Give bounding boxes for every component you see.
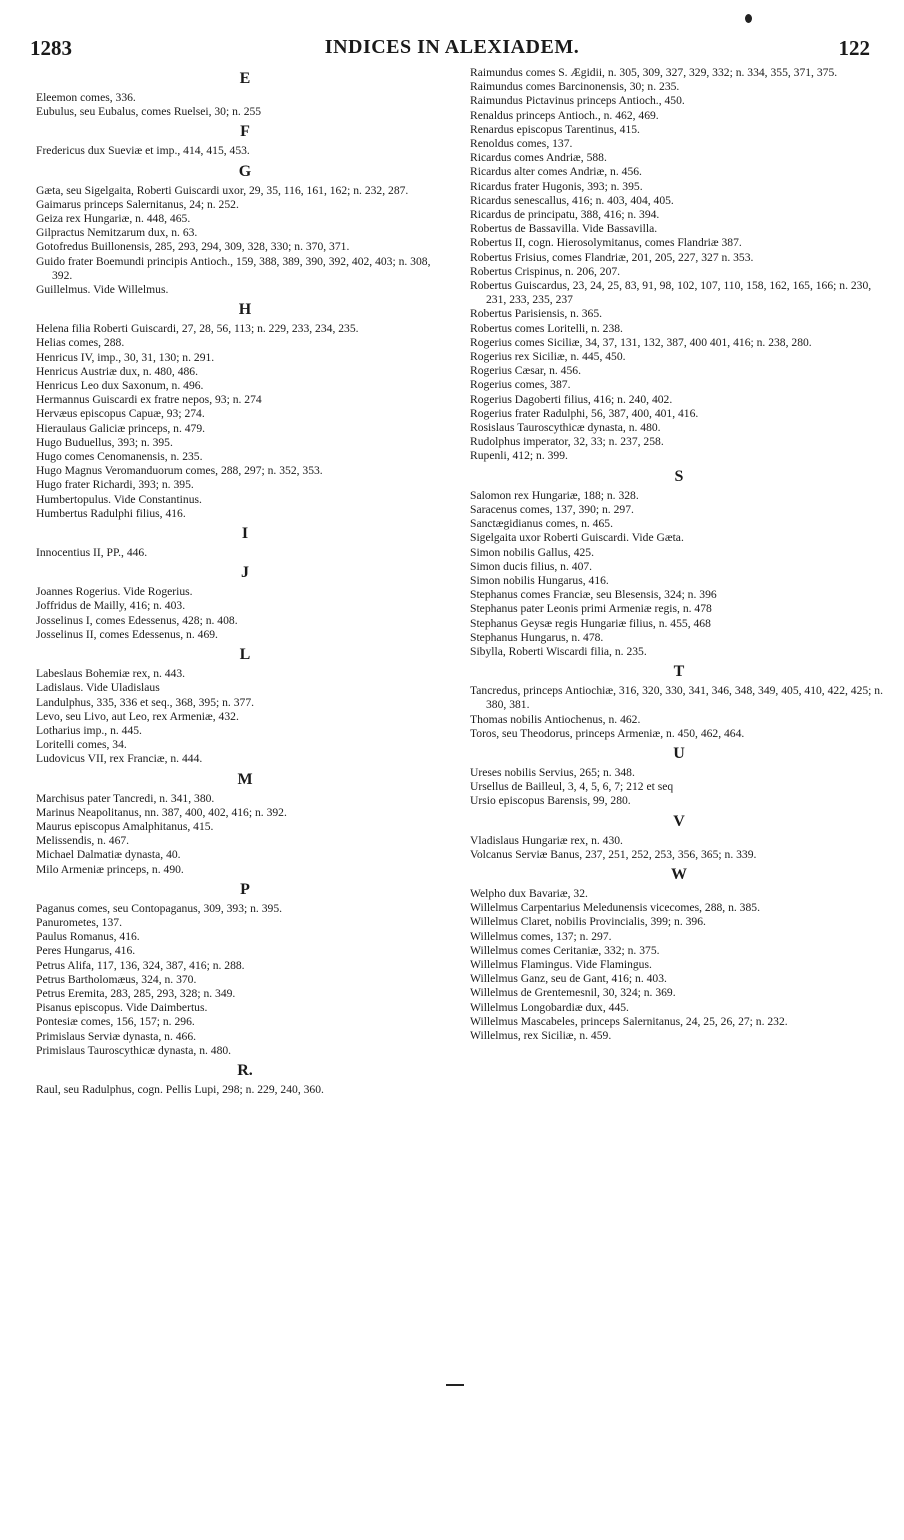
- index-entry: Robertus Crispinus, n. 206, 207.: [470, 264, 621, 278]
- index-entry: Robertus Parisiensis, n. 365.: [470, 307, 603, 321]
- index-entry: Ursellus de Bailleul, 3, 4, 5, 6, 7; 212 et seq: [470, 780, 674, 794]
- section-letter: U: [673, 744, 685, 762]
- index-entry: Willelmus Ganz, seu de Gant, 416; n. 403.: [470, 972, 667, 986]
- section-letter: I: [241, 525, 249, 543]
- index-entry: Rudolphus imperator, 32, 33; n. 237, 258.: [470, 435, 664, 449]
- index-entry: Willelmus Longobardiæ dux, 445.: [470, 1000, 629, 1014]
- index-entry: Raimundus comes S. Ægidii, n. 305, 309, 327, 329, 332; n. 334, 355, 371, 375.: [470, 66, 838, 79]
- index-entry: Melissendis, n. 467.: [36, 834, 130, 848]
- index-entry: Stephanus Geysæ regis Hungariæ filius, n. 455, 468: [470, 616, 711, 630]
- index-entry: Willelmus Claret, nobilis Provincialis, 399; n. 396.: [470, 915, 706, 929]
- index-entry: Willelmus Mascabeles, princeps Salernitanus, 24, 25, 26, 27; n. 232.: [470, 1014, 788, 1028]
- index-entry: Raimundus Pictavinus princeps Antioch., 450.: [470, 94, 685, 108]
- index-entry: Milo Armeniæ princeps, n. 490.: [36, 862, 184, 876]
- index-entry: Levo, seu Livo, aut Leo, rex Armeniæ, 432.: [36, 709, 239, 723]
- index-entry: Humbertopulus. Vide Constantinus.: [36, 492, 202, 506]
- index-entry: Stephanus comes Franciæ, seu Blesensis, 324; n. 396: [470, 588, 717, 602]
- index-entry: Ricardus frater Hugonis, 393; n. 395.: [470, 179, 643, 193]
- index-entry: Volcanus Serviæ Banus, 237, 251, 252, 253, 356, 365; n. 339.: [470, 847, 757, 861]
- index-entry: Helias comes, 288.: [36, 336, 125, 350]
- running-title: INDICES IN ALEXIADEM.: [324, 36, 580, 58]
- section-letter: W: [671, 865, 687, 883]
- section-letter: M: [237, 770, 253, 788]
- section-letter: H: [238, 301, 252, 319]
- section-letter: S: [674, 467, 684, 485]
- index-column-left: [36, 66, 454, 1097]
- page-header: [0, 36, 904, 64]
- index-entry: Hugo Magnus Veromanduorum comes, 288, 297; n. 352, 353.: [36, 464, 323, 478]
- index-entry: Gotofredus Buillonensis, 285, 293, 294, 309, 328, 330; n. 370, 371.: [36, 240, 350, 254]
- section-letter: R.: [237, 1061, 253, 1079]
- index-entry: Primislaus Serviæ dynasta, n. 466.: [36, 1029, 197, 1043]
- index-entry: Raul, seu Radulphus, cogn. Pellis Lupi, 298; n. 229, 240, 360.: [36, 1082, 324, 1096]
- index-entry: Sanctægidianus comes, n. 465.: [470, 517, 613, 531]
- index-entry: Henricus Leo dux Saxonum, n. 496.: [36, 379, 204, 393]
- index-entry: Ricardus de principatu, 388, 416; n. 394.: [470, 208, 660, 222]
- index-entry: Loritelli comes, 34.: [36, 738, 127, 752]
- index-entry: Fredericus dux Sueviæ et imp., 414, 415, 453.: [36, 144, 250, 158]
- index-entry: Gilpractus Nemitzarum dux, n. 63.: [36, 226, 198, 240]
- section-letter: P: [240, 880, 250, 898]
- index-entry: Ricardus senescallus, 416; n. 403, 404, 405.: [470, 193, 674, 207]
- index-entry: Simon ducis filius, n. 407.: [470, 559, 593, 573]
- index-entry: Guillelmus. Vide Willelmus.: [36, 283, 169, 297]
- index-entry: Paulus Romanus, 416.: [36, 930, 140, 944]
- index-entry: Petrus Bartholomæus, 324, n. 370.: [36, 972, 197, 986]
- index-entry: Joannes Rogerius. Vide Rogerius.: [36, 585, 193, 599]
- index-entry: Lotharius imp., n. 445.: [36, 723, 142, 737]
- page-number-right: 122: [838, 36, 870, 60]
- index-entry: Rogerius comes Siciliæ, 34, 37, 131, 132, 387, 400 401, 416; n. 238, 280.: [470, 335, 812, 349]
- index-entry: Saracenus comes, 137, 390; n. 297.: [470, 502, 634, 516]
- index-entry: Renaldus princeps Antioch., n. 462, 469.: [470, 108, 659, 122]
- index-entry: Guido frater Boemundi principis Antioch., 159, 388, 389, 390, 392, 402, 403; n. 308, 392.: [36, 254, 431, 282]
- index-entry: Henricus Austriæ dux, n. 480, 486.: [36, 364, 198, 378]
- index-entry: Salomon rex Hungariæ, 188; n. 328.: [470, 488, 639, 502]
- index-entry: Stephanus Hungarus, n. 478.: [470, 630, 604, 644]
- index-entry: Simon nobilis Gallus, 425.: [470, 545, 594, 559]
- end-rule: [446, 1384, 464, 1386]
- index-entry: Eleemon comes, 336.: [36, 91, 136, 104]
- index-entry: Rosislaus Tauroscythicæ dynasta, n. 480.: [470, 421, 661, 435]
- index-entry: Hugo Buduellus, 393; n. 395.: [36, 435, 173, 449]
- index-entry: Ricardus alter comes Andriæ, n. 456.: [470, 165, 642, 179]
- index-entry: Hervæus episcopus Capuæ, 93; 274.: [36, 407, 205, 421]
- index-entry: Hugo comes Cenomanensis, n. 235.: [36, 450, 203, 464]
- section-letter: G: [238, 162, 252, 180]
- index-entry: Sibylla, Roberti Wiscardi filia, n. 235.: [470, 644, 647, 658]
- index-entry: Welpho dux Bavariæ, 32.: [470, 886, 588, 900]
- index-entry: Landulphus, 335, 336 et seq., 368, 395; n. 377.: [36, 695, 255, 709]
- index-entry: Rogerius Dagoberti filius, 416; n. 240, 402.: [470, 392, 673, 406]
- index-entry: Helena filia Roberti Guiscardi, 27, 28, 56, 113; n. 229, 233, 234, 235.: [36, 322, 359, 336]
- index-column-right: [470, 66, 888, 1043]
- index-entry: Petrus Alifa, 117, 136, 324, 387, 416; n. 288.: [36, 958, 245, 972]
- index-entry: Stephanus pater Leonis primi Armeniæ regis, n. 478: [470, 602, 712, 616]
- index-entry: Thomas nobilis Antiochenus, n. 462.: [470, 712, 641, 726]
- index-entry: Eubulus, seu Eubalus, comes Ruelsei, 30; n. 255: [36, 105, 262, 119]
- index-entry: Renoldus comes, 137.: [470, 137, 573, 151]
- index-entry: Geiza rex Hungariæ, n. 448, 465.: [36, 212, 191, 226]
- index-entry: Hieraulaus Galiciæ princeps, n. 479.: [36, 421, 206, 435]
- index-entry: Petrus Eremita, 283, 285, 293, 328; n. 349.: [36, 986, 236, 1000]
- index-entry: Ricardus comes Andriæ, 588.: [470, 151, 607, 165]
- section-letter: T: [673, 663, 685, 681]
- index-entry: Innocentius II, PP., 446.: [36, 546, 148, 560]
- index-entry: Gaimarus princeps Salernitanus, 24; n. 252.: [36, 197, 239, 211]
- section-letter: V: [673, 812, 685, 830]
- index-entry: Hugo frater Richardi, 393; n. 395.: [36, 478, 194, 492]
- index-entry: Sigelgaita uxor Roberti Guiscardi. Vide Gæta.: [470, 531, 684, 545]
- section-letter: J: [241, 564, 249, 582]
- index-entry: Robertus Frisius, comes Flandriæ, 201, 205, 227, 327 n. 353.: [470, 250, 754, 264]
- ink-spot: [745, 14, 752, 23]
- section-letter: F: [240, 123, 250, 141]
- index-entry: Gæta, seu Sigelgaita, Roberti Guiscardi uxor, 29, 35, 116, 161, 162; n. 232, 287.: [36, 183, 409, 197]
- index-entry: Ludovicus VII, rex Franciæ, n. 444.: [36, 752, 203, 766]
- index-entry: Marinus Neapolitanus, nn. 387, 400, 402, 416; n. 392.: [36, 805, 287, 819]
- index-entry: Rogerius rex Siciliæ, n. 445, 450.: [470, 350, 626, 364]
- index-entry: Labeslaus Bohemiæ rex, n. 443.: [36, 667, 186, 681]
- index-entry: Ladislaus. Vide Uladislaus: [36, 681, 160, 695]
- index-entry: Rogerius frater Radulphi, 56, 387, 400, 401, 416.: [470, 406, 699, 420]
- index-entry: Rogerius comes, 387.: [470, 378, 571, 392]
- index-entry: Toros, seu Theodorus, princeps Armeniæ, n. 450, 462, 464.: [470, 726, 745, 740]
- index-entry: Maurus episcopus Amalphitanus, 415.: [36, 819, 214, 833]
- index-entry: Robertus comes Loritelli, n. 238.: [470, 321, 623, 335]
- index-entry: Humbertus Radulphi filius, 416.: [36, 506, 186, 520]
- section-letter: E: [239, 70, 251, 87]
- index-entry: Henricus IV, imp., 30, 31, 130; n. 291.: [36, 350, 215, 364]
- index-entry: Renardus episcopus Tarentinus, 415.: [470, 122, 640, 136]
- index-entry: Ureses nobilis Servius, 265; n. 348.: [470, 765, 635, 779]
- index-entry: Hermannus Guiscardi ex fratre nepos, 93; n. 274: [36, 393, 262, 407]
- index-entry: Willelmus de Grentemesnil, 30, 324; n. 369.: [470, 986, 676, 1000]
- index-entry: Vladislaus Hungariæ rex, n. 430.: [470, 833, 623, 847]
- index-entry: Tancredus, princeps Antiochiæ, 316, 320, 330, 341, 346, 348, 349, 405, 410, 422, 425; n. 380, 381.: [470, 684, 883, 712]
- index-entry: Michael Dalmatiæ dynasta, 40.: [36, 848, 181, 862]
- index-entry: Josselinus II, comes Edessenus, n. 469.: [36, 627, 218, 641]
- index-entry: Willelmus comes, 137; n. 297.: [470, 929, 612, 943]
- index-entry: Pisanus episcopus. Vide Daimbertus.: [36, 1001, 208, 1015]
- index-entry: Willelmus, rex Siciliæ, n. 459.: [470, 1028, 612, 1042]
- index-entry: Marchisus pater Tancredi, n. 341, 380.: [36, 791, 215, 805]
- index-entry: Peres Hungarus, 416.: [36, 944, 136, 958]
- index-entry: Willelmus Carpentarius Meledunensis vicecomes, 288, n. 385.: [470, 901, 760, 915]
- index-entry: Willelmus Flamingus. Vide Flamingus.: [470, 957, 652, 971]
- index-entry: Robertus de Bassavilla. Vide Bassavilla.: [470, 222, 658, 236]
- index-entry: Raimundus comes Barcinonensis, 30; n. 235.: [470, 80, 680, 94]
- index-entry: Pontesiæ comes, 156, 157; n. 296.: [36, 1015, 195, 1029]
- index-entry: Willelmus comes Ceritaniæ, 332; n. 375.: [470, 943, 660, 957]
- index-entry: Josselinus I, comes Edessenus, 428; n. 408.: [36, 613, 238, 627]
- index-entry: Simon nobilis Hungarus, 416.: [470, 573, 609, 587]
- index-entry: Robertus II, cogn. Hierosolymitanus, comes Flandriæ 387.: [470, 236, 742, 250]
- index-entry: Primislaus Tauroscythicæ dynasta, n. 480.: [36, 1043, 232, 1057]
- index-entry: Rogerius Cæsar, n. 456.: [470, 364, 581, 378]
- index-entry: Paganus comes, seu Contopaganus, 309, 393; n. 395.: [36, 901, 283, 915]
- index-entry: Joffridus de Mailly, 416; n. 403.: [36, 599, 186, 613]
- section-letter: L: [239, 646, 251, 664]
- index-entry: Rupenli, 412; n. 399.: [470, 449, 568, 463]
- index-entry: Robertus Guiscardus, 23, 24, 25, 83, 91, 98, 102, 107, 110, 158, 162, 165, 166; n. 230, 231, 233, 235, 237: [470, 279, 872, 307]
- index-entry: Panurometes, 137.: [36, 915, 122, 929]
- index-entry: Ursio episcopus Barensis, 99, 280.: [470, 794, 631, 808]
- page-number-left: 1283: [30, 36, 72, 60]
